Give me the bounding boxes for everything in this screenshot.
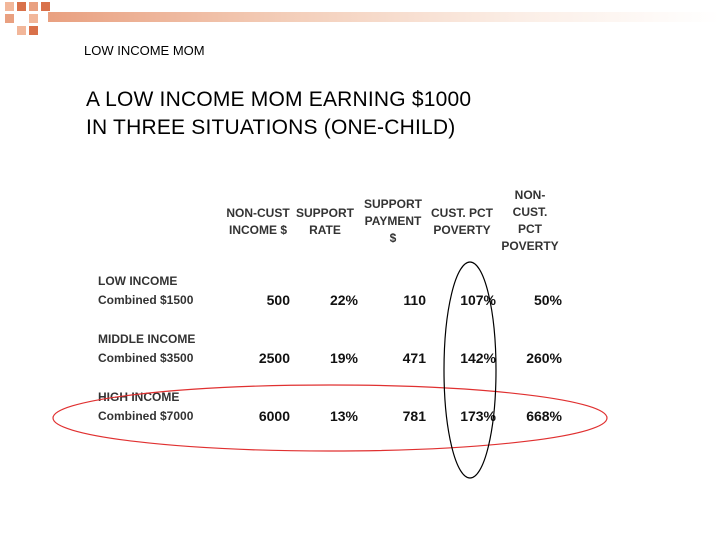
table-cell: 471 (402, 350, 426, 366)
column-header-support-payment: SUPPORT PAYMENT $ (363, 197, 422, 245)
column-header-cust-pct-poverty: CUST. PCT POVERTY (430, 206, 493, 237)
table-cell: 2500 (258, 350, 290, 366)
table-cell: 500 (266, 292, 290, 308)
table-cell: 110 (403, 292, 426, 308)
table-cell: 142% (460, 350, 496, 366)
table-cell: 107% (460, 292, 496, 308)
table-cell: 50% (533, 292, 562, 308)
column-header-noncust-income: NON-CUST INCOME $ (226, 206, 290, 237)
row-label-low-income: LOW INCOME Combined $1500 (98, 274, 194, 307)
table-cell: 260% (526, 350, 562, 366)
cust-pct-poverty-column-circle (444, 262, 496, 478)
column-header-support-rate: SUPPORT RATE (295, 206, 354, 237)
column-header-noncust-pct-poverty: NON- CUST. PCT POVERTY (501, 188, 559, 253)
row-label-middle-income: MIDDLE INCOME Combined $3500 (98, 332, 196, 365)
table-cell: 781 (402, 408, 426, 424)
table-cell: 13% (329, 408, 358, 424)
high-income-row-highlight-ellipse (53, 385, 607, 451)
slide-title-line-1: A LOW INCOME MOM EARNING $1000 (86, 88, 472, 111)
table-cell: 668% (526, 408, 562, 424)
table-cell: 173% (460, 408, 496, 424)
slide-header-label: LOW INCOME MOM (84, 43, 205, 58)
table-cell: 19% (329, 350, 358, 366)
row-label-high-income: HIGH INCOME Combined $7000 (98, 390, 194, 423)
table-cell: 6000 (258, 408, 290, 424)
slide-title-line-2: IN THREE SITUATIONS (ONE-CHILD) (86, 116, 456, 139)
table-cell: 22% (329, 292, 358, 308)
